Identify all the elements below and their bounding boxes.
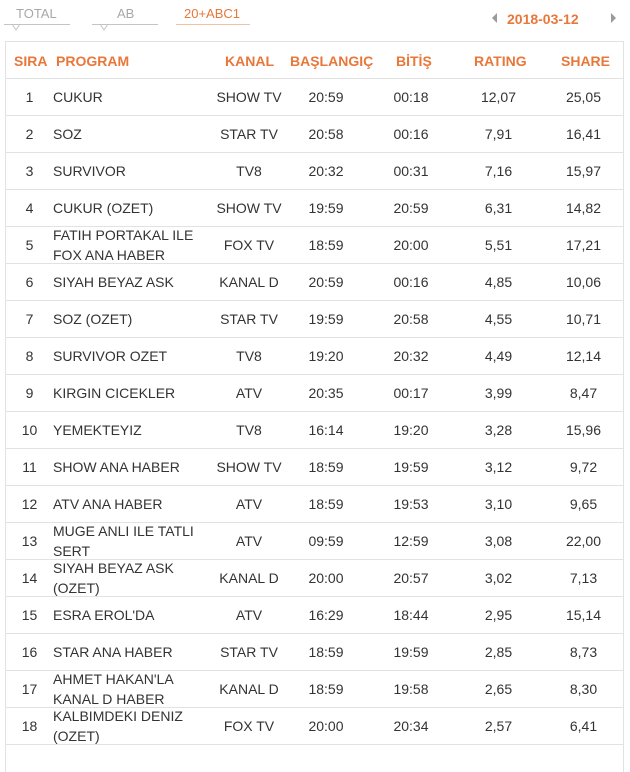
cell-rating: 7,91: [484, 126, 513, 142]
cell-program: KALBIMDEKI DENIZ (OZET): [53, 708, 183, 744]
cell-bitis: 20:59: [393, 200, 429, 216]
cell-baslangic: 20:59: [308, 274, 344, 290]
cell-rating: 4,55: [484, 311, 513, 327]
cell-share: 25,05: [565, 89, 602, 105]
cell-rating: 3,99: [484, 385, 513, 401]
cell-baslangic: 18:59: [308, 644, 344, 660]
cell-rating: 2,95: [484, 607, 513, 623]
cell-baslangic: 18:59: [308, 681, 344, 697]
tab-notch-icon: [12, 24, 20, 32]
table-row: [6, 264, 623, 301]
cell-baslangic: 20:32: [308, 163, 344, 179]
cell-share: 10,71: [565, 311, 602, 327]
cell-program: ESRA EROL'DA: [53, 607, 155, 623]
cell-baslangic: 19:20: [308, 348, 344, 364]
cell-rating: 2,57: [484, 718, 513, 734]
cell-kanal: STAR TV: [220, 311, 278, 327]
cell-kanal: KANAL D: [219, 274, 279, 290]
cell-sira: 1: [25, 89, 34, 105]
cell-share: 15,97: [565, 163, 602, 179]
table-row: [6, 375, 623, 412]
cell-share: 8,47: [569, 385, 598, 401]
cell-bitis: 00:17: [393, 385, 429, 401]
cell-share: 10,06: [565, 274, 602, 290]
cell-baslangic: 09:59: [308, 533, 344, 549]
table-row: [6, 116, 623, 153]
table-row: [6, 560, 623, 597]
header-bitis: BİTİŞ: [396, 53, 432, 69]
cell-bitis: 00:31: [393, 163, 429, 179]
cell-kanal: TV8: [236, 348, 262, 364]
cell-share: 16,41: [565, 126, 602, 142]
cell-program: YEMEKTEYIZ: [53, 422, 142, 438]
cell-kanal: FOX TV: [223, 237, 275, 253]
cell-rating: 2,65: [484, 681, 513, 697]
cell-rating: 12,07: [480, 89, 517, 105]
cell-rating: 3,08: [484, 533, 513, 549]
cell-kanal: ATV: [235, 607, 263, 623]
cell-program: SOZ (OZET): [53, 311, 133, 327]
cell-program: CUKUR: [53, 89, 103, 105]
cell-baslangic: 20:58: [308, 126, 344, 142]
tab-ab-label: AB: [117, 6, 135, 21]
cell-kanal: STAR TV: [220, 126, 278, 142]
cell-sira: 12: [21, 496, 38, 512]
cell-baslangic: 18:59: [308, 459, 344, 475]
cell-rating: 4,49: [484, 348, 513, 364]
cell-baslangic: 16:14: [308, 422, 344, 438]
cell-kanal: KANAL D: [219, 681, 279, 697]
cell-bitis: 12:59: [393, 533, 429, 549]
cell-rating: 6,31: [484, 200, 513, 216]
cell-program: ATV ANA HABER: [53, 496, 163, 512]
cell-baslangic: 20:59: [308, 89, 344, 105]
cell-bitis: 19:59: [393, 644, 429, 660]
cell-bitis: 20:58: [393, 311, 429, 327]
header-share: SHARE: [561, 53, 611, 69]
table-row: [6, 79, 623, 116]
next-date-arrow-icon[interactable]: [606, 11, 620, 25]
cell-rating: 3,28: [484, 422, 513, 438]
cell-program: MUGE ANLI ILE TATLI SERT: [53, 523, 194, 559]
cell-program: SURVIVOR OZET: [53, 348, 168, 364]
cell-program: SURVIVOR: [53, 163, 126, 179]
cell-program: AHMET HAKAN'LA KANAL D HABER: [53, 671, 173, 707]
table-row: [6, 338, 623, 375]
cell-kanal: FOX TV: [223, 718, 275, 734]
cell-sira: 13: [21, 533, 38, 549]
cell-baslangic: 20:35: [308, 385, 344, 401]
cell-share: 7,13: [569, 570, 598, 586]
cell-rating: 2,85: [484, 644, 513, 660]
cell-program: CUKUR (OZET): [53, 200, 154, 216]
cell-program: STAR ANA HABER: [53, 644, 173, 660]
cell-share: 9,72: [569, 459, 598, 475]
table-row: [6, 708, 623, 745]
cell-bitis: 20:00: [393, 237, 429, 253]
cell-kanal: SHOW TV: [216, 200, 282, 216]
cell-bitis: 19:59: [393, 459, 429, 475]
cell-sira: 16: [21, 644, 38, 660]
cell-sira: 8: [25, 348, 34, 364]
cell-baslangic: 19:59: [308, 200, 344, 216]
cell-kanal: SHOW TV: [216, 89, 282, 105]
cell-rating: 7,16: [484, 163, 513, 179]
cell-bitis: 20:34: [393, 718, 429, 734]
cell-sira: 6: [25, 274, 34, 290]
cell-share: 15,96: [565, 422, 602, 438]
header-kanal: KANAL: [225, 53, 274, 69]
tab-20-abc1-label: 20+ABC1: [184, 6, 241, 21]
tab-underline: [176, 24, 250, 25]
table-row: [6, 634, 623, 671]
cell-share: 9,65: [569, 496, 598, 512]
table-row: [6, 227, 623, 264]
cell-bitis: 19:58: [393, 681, 429, 697]
cell-kanal: ATV: [235, 385, 263, 401]
cell-baslangic: 16:29: [308, 607, 344, 623]
cell-baslangic: 19:59: [308, 311, 344, 327]
selected-date: 2018-03-12: [507, 11, 579, 27]
cell-program: SIYAH BEYAZ ASK (OZET): [53, 560, 174, 596]
table-row: [6, 486, 623, 523]
cell-sira: 14: [21, 570, 38, 586]
previous-date-arrow-icon[interactable]: [488, 11, 502, 25]
cell-sira: 7: [25, 311, 34, 327]
cell-share: 8,73: [569, 644, 598, 660]
cell-share: 17,21: [565, 237, 602, 253]
cell-bitis: 00:16: [393, 126, 429, 142]
header-program: PROGRAM: [56, 53, 130, 69]
tab-total-label: TOTAL: [16, 6, 57, 21]
cell-kanal: ATV: [235, 496, 263, 512]
cell-rating: 3,10: [484, 496, 513, 512]
cell-program: SHOW ANA HABER: [53, 459, 180, 475]
cell-sira: 15: [21, 607, 38, 623]
cell-share: 14,82: [565, 200, 602, 216]
cell-kanal: TV8: [236, 163, 262, 179]
cell-share: 15,14: [565, 607, 602, 623]
table-row: [6, 412, 623, 449]
cell-bitis: 00:18: [393, 89, 429, 105]
cell-baslangic: 20:00: [308, 718, 344, 734]
cell-sira: 10: [21, 422, 38, 438]
table-row: [6, 671, 623, 708]
cell-sira: 18: [21, 718, 38, 734]
ratings-table: [5, 41, 624, 772]
cell-baslangic: 18:59: [308, 496, 344, 512]
cell-kanal: KANAL D: [219, 570, 279, 586]
table-row: [6, 523, 623, 560]
cell-sira: 2: [25, 126, 34, 142]
cell-kanal: SHOW TV: [216, 459, 282, 475]
table-row: [6, 153, 623, 190]
header-baslangic: BAŞLANGIÇ: [290, 53, 374, 69]
table-row: [6, 597, 623, 634]
cell-baslangic: 20:00: [308, 570, 344, 586]
cell-sira: 5: [25, 237, 34, 253]
cell-kanal: TV8: [236, 422, 262, 438]
cell-rating: 5,51: [484, 237, 513, 253]
tab-total[interactable]: [4, 6, 70, 32]
table-row: [6, 449, 623, 486]
cell-rating: 3,02: [484, 570, 513, 586]
cell-program: SIYAH BEYAZ ASK: [53, 274, 174, 290]
table-row: [6, 190, 623, 227]
cell-program: KIRGIN CICEKLER: [53, 385, 176, 401]
cell-bitis: 00:16: [393, 274, 429, 290]
cell-sira: 3: [25, 163, 34, 179]
cell-rating: 3,12: [484, 459, 513, 475]
cell-bitis: 19:20: [393, 422, 429, 438]
tab-ab[interactable]: [92, 6, 158, 32]
tab-20-abc1[interactable]: [176, 6, 250, 32]
cell-sira: 9: [25, 385, 34, 401]
cell-share: 22,00: [565, 533, 602, 549]
top-bar: [0, 0, 630, 38]
cell-kanal: ATV: [235, 533, 263, 549]
cell-kanal: STAR TV: [220, 644, 278, 660]
cell-bitis: 18:44: [393, 607, 429, 623]
header-sira: SIRA: [14, 53, 48, 69]
table-row: [6, 301, 623, 338]
cell-program: FATIH PORTAKAL ILE FOX ANA HABER: [53, 227, 194, 263]
date-navigator: [480, 8, 630, 30]
cell-baslangic: 18:59: [308, 237, 344, 253]
cell-sira: 4: [25, 200, 34, 216]
cell-bitis: 19:53: [393, 496, 429, 512]
cell-share: 8,30: [569, 681, 598, 697]
tab-notch-icon: [100, 24, 108, 32]
cell-rating: 4,85: [484, 274, 513, 290]
cell-bitis: 20:57: [393, 570, 429, 586]
cell-sira: 11: [22, 459, 37, 475]
cell-sira: 17: [21, 681, 38, 697]
cell-share: 12,14: [565, 348, 602, 364]
table-header-row: [6, 42, 623, 79]
cell-bitis: 20:32: [393, 348, 429, 364]
cell-share: 6,41: [569, 718, 598, 734]
header-rating: RATING: [474, 53, 527, 69]
cell-program: SOZ: [53, 126, 82, 142]
